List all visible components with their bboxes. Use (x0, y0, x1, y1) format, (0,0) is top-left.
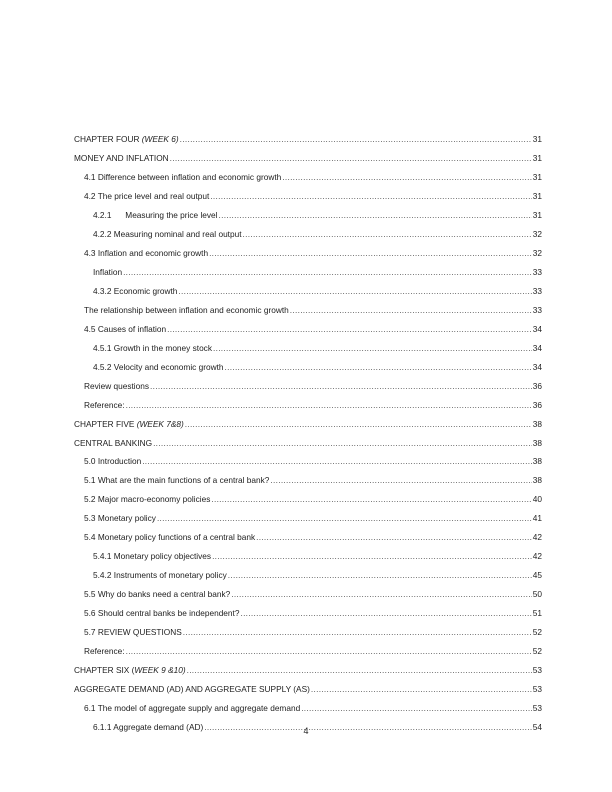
toc-entry-text: AGGREGATE DEMAND (AD) AND AGGREGATE SUPPLY (AS) (74, 684, 310, 695)
toc-entry-page: 33 (532, 304, 542, 315)
toc-entry-week: WEEK 9 &10) (134, 665, 186, 676)
toc-entry-page: 32 (532, 228, 542, 239)
toc-entry[interactable] (74, 492, 542, 511)
toc-entry-text: Reference: (84, 646, 125, 657)
toc-entry-page: 40 (532, 494, 542, 505)
toc-entry-page: 38 (532, 475, 542, 486)
dot-leader (212, 549, 532, 563)
dot-leader (270, 473, 531, 487)
toc-entry[interactable] (74, 682, 542, 701)
toc-entry-page: 41 (532, 513, 542, 524)
dot-leader (126, 644, 532, 658)
dot-leader (211, 492, 531, 506)
toc-entry-title (84, 189, 209, 203)
toc-entry-title (84, 322, 166, 336)
toc-entry-title (93, 284, 177, 298)
toc-entry-title (93, 341, 212, 355)
toc-entry-title (84, 379, 149, 393)
dot-leader (219, 208, 532, 222)
toc-entry-text: 4.2.1 Measuring the price level (93, 209, 218, 220)
toc-entry-title (74, 682, 310, 696)
toc-entry[interactable] (74, 625, 542, 644)
toc-entry[interactable] (74, 170, 542, 189)
toc-entry-page: 33 (532, 285, 542, 296)
toc-entry-text: 4.2 The price level and real output (84, 190, 210, 201)
toc-entry-text: 5.7 REVIEW QUESTIONS (84, 627, 182, 638)
toc-entry-page: 53 (532, 665, 542, 676)
toc-entry[interactable] (74, 663, 542, 682)
toc-entry-title (84, 398, 125, 412)
toc-entry-text: 4.3.2 Economic growth (93, 285, 178, 296)
toc-entry-text: CENTRAL BANKING (74, 437, 153, 448)
toc-entry-title (84, 701, 300, 715)
toc-entry-text: 6.1.1 Aggregate demand (AD) (93, 722, 204, 733)
toc-entry-text: 4.3 Inflation and economic growth (84, 247, 209, 258)
toc-entry-page: 45 (532, 570, 542, 581)
toc-entry-text: MONEY AND INFLATION (74, 152, 169, 163)
toc-entry-page: 53 (532, 703, 542, 714)
toc-entry[interactable] (74, 606, 542, 625)
toc-entry-text: 5.0 Introduction (84, 456, 142, 467)
toc-entry-text: 5.4.2 Instruments of monetary policy (93, 570, 227, 581)
toc-entry[interactable] (74, 530, 542, 549)
toc-entry-page: 38 (532, 418, 542, 429)
toc-entry-page: 31 (532, 152, 542, 163)
toc-entry-title (93, 265, 122, 279)
toc-entry-page: 54 (532, 722, 542, 733)
toc-entry-text: 4.5.1 Growth in the money stock (93, 342, 212, 353)
toc-entry[interactable] (74, 398, 542, 417)
dot-leader (187, 663, 532, 677)
dot-leader (142, 454, 532, 468)
toc-entry-title (84, 587, 230, 601)
toc-entry-title (74, 132, 179, 146)
dot-leader (183, 625, 532, 639)
page-number: 4 (303, 726, 309, 736)
dot-leader (228, 568, 532, 582)
toc-entry-page: 42 (532, 532, 542, 543)
toc-entry[interactable] (74, 284, 542, 303)
dot-leader (290, 303, 532, 317)
toc-entry-text: 5.3 Monetary policy (84, 513, 156, 524)
toc-entry-title (84, 511, 156, 525)
toc-entry[interactable] (74, 189, 542, 208)
toc-entry-title (84, 644, 125, 658)
toc-entry-page: 38 (532, 437, 542, 448)
dot-leader (311, 682, 532, 696)
toc-entry[interactable] (74, 436, 542, 455)
toc-entry-title (74, 151, 169, 165)
toc-entry-week: (WEEK 6) (141, 134, 179, 144)
toc-entry[interactable] (74, 568, 542, 587)
toc-entry-title (84, 530, 255, 544)
toc-entry-page: 31 (532, 209, 542, 220)
toc-entry[interactable] (74, 511, 542, 530)
toc-entry-text: CHAPTER FIVE (74, 418, 137, 429)
toc-entry-text: The relationship between inflation and economic growth (84, 304, 289, 315)
dot-leader (167, 322, 532, 336)
toc-entry-text: 5.1 What are the main functions of a central bank? (84, 475, 270, 486)
toc-entry[interactable] (74, 644, 542, 663)
toc-entry-page: 31 (532, 134, 542, 144)
dot-leader (231, 587, 532, 601)
toc-entry[interactable] (74, 265, 542, 284)
toc-entry[interactable] (74, 322, 542, 341)
toc-entry[interactable] (74, 379, 542, 398)
toc-entry-text: 5.2 Major macro-economy policies (84, 494, 211, 505)
toc-entry-title (93, 227, 242, 241)
toc-entry-title (74, 663, 186, 677)
toc-entry-week: (WEEK 7&8) (136, 418, 184, 429)
dot-leader (301, 701, 532, 715)
dot-leader (150, 379, 532, 393)
toc-entry[interactable] (74, 473, 542, 492)
toc-entry-text: 5.4.1 Monetary policy objectives (93, 551, 212, 562)
toc-entry-title (93, 360, 224, 374)
dot-leader (178, 284, 531, 298)
dot-leader (256, 530, 532, 544)
toc-entry-title (84, 473, 269, 487)
toc-entry-text: CHAPTER FOUR (74, 134, 142, 144)
toc-entry-title (84, 170, 281, 184)
toc-entry[interactable] (74, 246, 542, 265)
dot-leader (153, 436, 532, 450)
toc-entry[interactable] (74, 132, 542, 151)
toc-entry[interactable] (74, 701, 542, 720)
dot-leader (185, 417, 532, 431)
toc-entry-text: Inflation (93, 266, 123, 277)
dot-leader (170, 151, 532, 165)
toc-entry-title (93, 549, 211, 563)
table-of-contents (74, 132, 542, 739)
dot-leader (240, 606, 531, 620)
toc-entry-text: Review questions (84, 380, 150, 391)
toc-entry-page: 51 (532, 608, 542, 619)
dot-leader (213, 341, 532, 355)
dot-leader (157, 511, 532, 525)
toc-entry-page: 31 (532, 171, 542, 182)
toc-entry-text: 5.5 Why do banks need a central bank? (84, 589, 231, 600)
toc-entry-page: 53 (532, 684, 542, 695)
toc-entry-page: 32 (532, 247, 542, 258)
toc-entry[interactable] (74, 151, 542, 170)
toc-entry[interactable] (74, 341, 542, 360)
dot-leader (123, 265, 532, 279)
toc-entry-text: 4.2.2 Measuring nominal and real output (93, 228, 242, 239)
dot-leader (209, 246, 532, 260)
dot-leader (180, 132, 532, 146)
toc-entry[interactable] (74, 227, 542, 246)
toc-entry-text: 4.5 Causes of inflation (84, 323, 167, 334)
toc-entry[interactable] (74, 208, 542, 227)
toc-entry-page: 34 (532, 342, 542, 353)
toc-entry-title (74, 417, 184, 431)
toc-entry-page: 33 (532, 266, 542, 277)
toc-entry[interactable] (74, 360, 542, 379)
toc-entry-title (93, 568, 227, 582)
toc-entry-text: CHAPTER SIX ( (74, 665, 135, 676)
toc-entry-page: 52 (532, 646, 542, 657)
dot-leader (282, 170, 532, 184)
toc-entry-title (84, 246, 208, 260)
dot-leader (243, 227, 532, 241)
toc-entry-page: 50 (532, 589, 542, 600)
dot-leader (210, 189, 531, 203)
toc-entry[interactable] (74, 303, 542, 322)
toc-entry-page: 36 (532, 399, 542, 410)
toc-entry-page: 31 (532, 190, 542, 201)
toc-entry[interactable] (74, 454, 542, 473)
toc-entry-page: 34 (532, 323, 542, 334)
toc-entry-title (93, 208, 218, 222)
toc-entry-page: 34 (532, 361, 542, 372)
toc-entry-text: Reference: (84, 399, 125, 410)
toc-entry[interactable] (74, 549, 542, 568)
toc-entry-page: 36 (532, 380, 542, 391)
toc-entry-text: 5.4 Monetary policy functions of a central bank (84, 532, 256, 543)
toc-entry-title (84, 606, 239, 620)
toc-entry-title (84, 454, 141, 468)
toc-entry-text: 4.5.2 Velocity and economic growth (93, 361, 224, 372)
toc-entry-page: 52 (532, 627, 542, 638)
toc-entry-text: 5.6 Should central banks be independent? (84, 608, 240, 619)
dot-leader (126, 398, 532, 412)
toc-entry-page: 42 (532, 551, 542, 562)
toc-entry-title (84, 303, 289, 317)
toc-entry-title (74, 436, 152, 450)
toc-entry-text: 6.1 The model of aggregate supply and aggregate demand (84, 703, 301, 714)
toc-entry[interactable] (74, 417, 542, 436)
toc-entry-page: 38 (532, 456, 542, 467)
toc-entry[interactable] (74, 587, 542, 606)
toc-entry-text: 4.1 Difference between inflation and economic growth (84, 171, 282, 182)
toc-entry-title (84, 625, 182, 639)
toc-entry-title (84, 492, 210, 506)
dot-leader (225, 360, 532, 374)
